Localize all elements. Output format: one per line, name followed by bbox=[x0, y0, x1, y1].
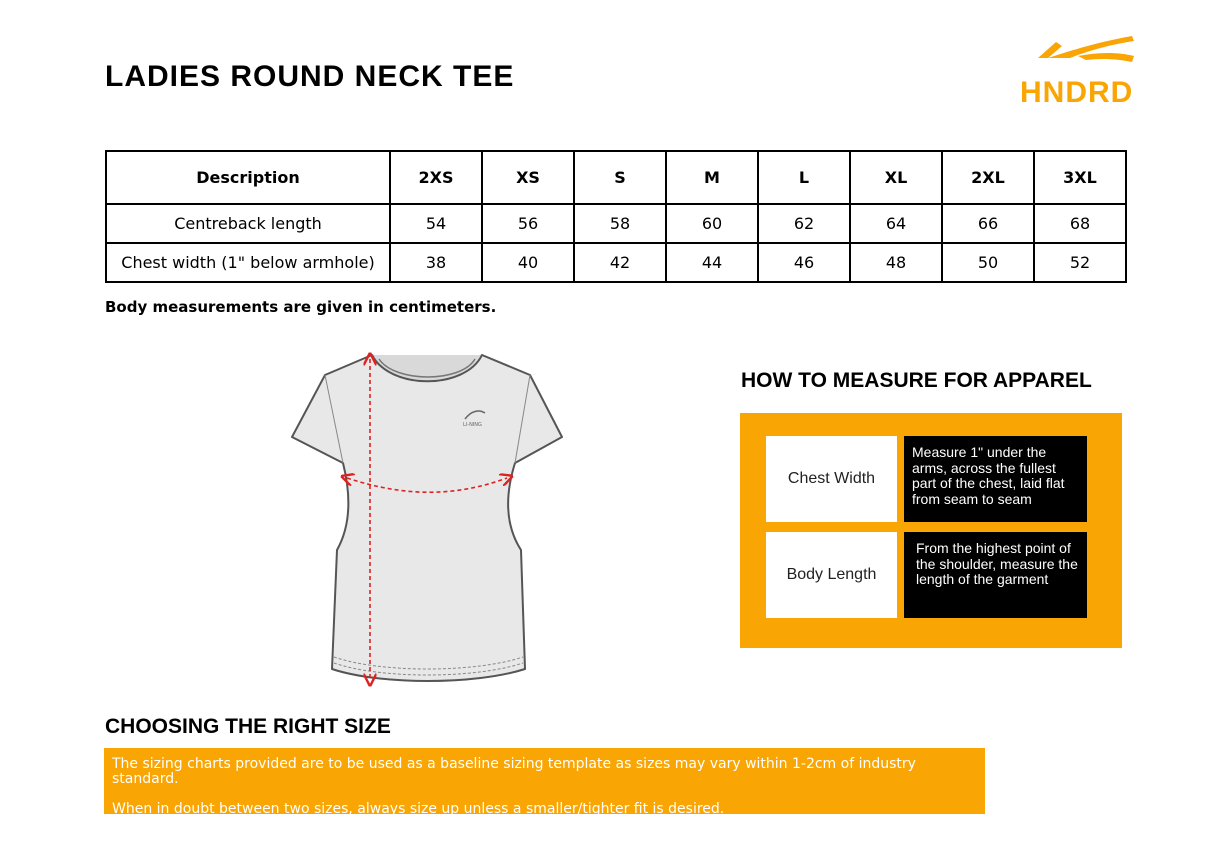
table-header-row bbox=[106, 151, 1126, 204]
table-cell: 50 bbox=[942, 243, 1034, 282]
brand-logo bbox=[1018, 32, 1136, 106]
body-length-description: From the highest point of the shoulder, measure the length of the garment bbox=[904, 532, 1087, 618]
chest-width-label: Chest Width bbox=[766, 436, 897, 522]
row-label: Chest width (1" below armhole) bbox=[106, 243, 390, 282]
table-cell: 62 bbox=[758, 204, 850, 243]
header-size: S bbox=[574, 151, 666, 204]
row-label: Centreback length bbox=[106, 204, 390, 243]
size-chart-table bbox=[105, 150, 1127, 283]
body-length-label: Body Length bbox=[766, 532, 897, 618]
table-cell: 64 bbox=[850, 204, 942, 243]
table-cell: 66 bbox=[942, 204, 1034, 243]
table-cell: 48 bbox=[850, 243, 942, 282]
choosing-size-panel bbox=[104, 748, 985, 817]
header-description: Description bbox=[106, 151, 390, 204]
header-size: 2XS bbox=[390, 151, 482, 204]
table-cell: 68 bbox=[1034, 204, 1126, 243]
header-size: 3XL bbox=[1034, 151, 1126, 204]
table-cell: 38 bbox=[390, 243, 482, 282]
header-size: 2XL bbox=[942, 151, 1034, 204]
how-to-measure-panel bbox=[740, 413, 1122, 648]
table-row bbox=[106, 243, 1126, 282]
header-size: XL bbox=[850, 151, 942, 204]
table-cell: 42 bbox=[574, 243, 666, 282]
header-size: L bbox=[758, 151, 850, 204]
table-cell: 52 bbox=[1034, 243, 1126, 282]
choosing-note: The sizing charts provided are to be used as a baseline sizing template as sizes may vary within 1-2cm of industry standard. bbox=[112, 756, 916, 787]
table-cell: 58 bbox=[574, 204, 666, 243]
table-cell: 54 bbox=[390, 204, 482, 243]
choosing-note: When in doubt between two sizes, always size up unless a smaller/tighter fit is desired. bbox=[112, 801, 725, 817]
table-row bbox=[106, 204, 1126, 243]
page-title: LADIES ROUND NECK TEE bbox=[105, 60, 515, 93]
units-note: Body measurements are given in centimeters. bbox=[105, 298, 497, 316]
table-cell: 40 bbox=[482, 243, 574, 282]
tshirt-body bbox=[292, 355, 562, 681]
logo-wordmark: HNDRD bbox=[1020, 76, 1134, 106]
table-cell: 46 bbox=[758, 243, 850, 282]
chest-width-description: Measure 1" under the arms, across the fullest part of the chest, laid flat from seam to seam bbox=[904, 436, 1087, 522]
header-size: M bbox=[666, 151, 758, 204]
how-to-measure-title: HOW TO MEASURE FOR APPAREL bbox=[741, 369, 1092, 392]
table-cell: 60 bbox=[666, 204, 758, 243]
logo-swoosh-icon bbox=[1038, 36, 1134, 62]
table-cell: 44 bbox=[666, 243, 758, 282]
table-cell: 56 bbox=[482, 204, 574, 243]
tshirt-diagram bbox=[285, 345, 570, 695]
choosing-size-title: CHOOSING THE RIGHT SIZE bbox=[105, 715, 391, 738]
header-size: XS bbox=[482, 151, 574, 204]
tee-brand-mark: LI-NING bbox=[463, 422, 482, 428]
